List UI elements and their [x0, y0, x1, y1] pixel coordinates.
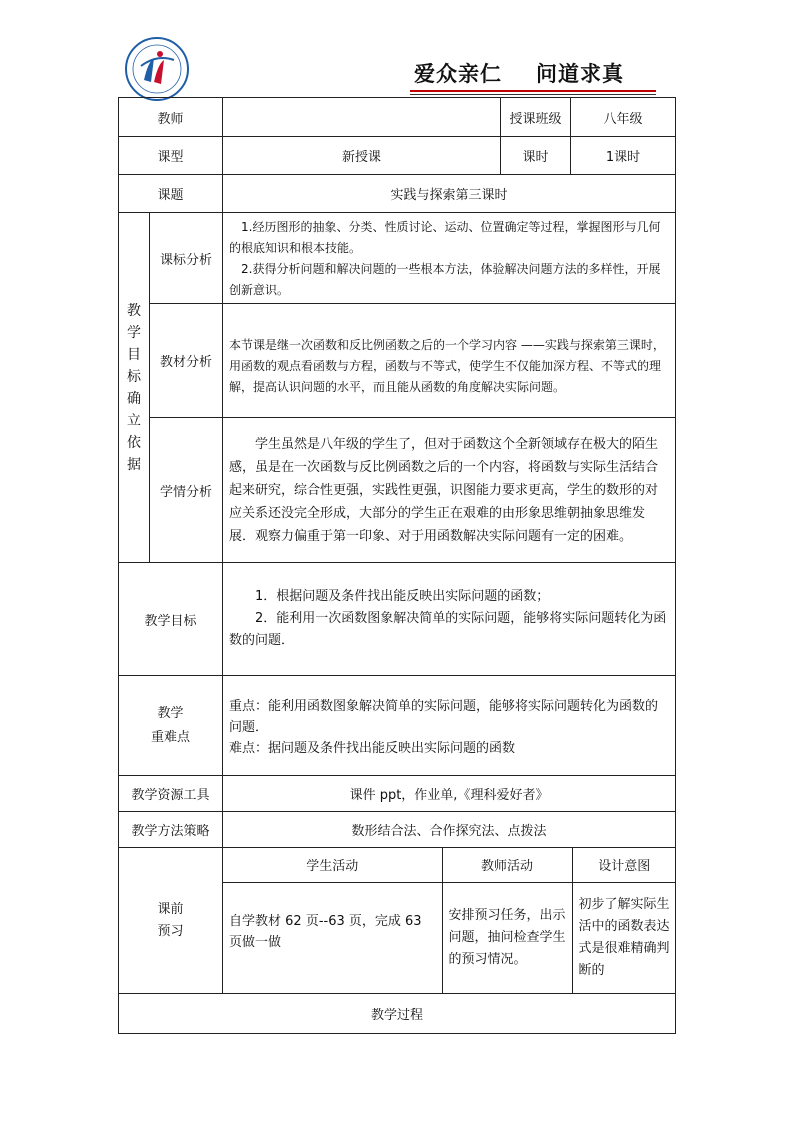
goals-label: 教学目标: [119, 563, 223, 676]
row-topic: [119, 175, 676, 213]
methods-value: 数形结合法、合作探究法、点拨法: [223, 812, 676, 848]
basis-label: [119, 213, 150, 563]
row-preview: [119, 848, 676, 994]
col-student-activity: 学生活动: [223, 848, 442, 882]
material-label: 教材分析: [150, 304, 223, 418]
methods-label: 教学方法策略: [119, 812, 223, 848]
row-standard: [119, 213, 676, 304]
student-label: 学情分析: [150, 418, 223, 563]
teacher-value: [223, 98, 501, 137]
standard-item-1: 1.经历图形的抽象、分类、性质讨论、运动、位置确定等过程，掌握图形与几何的根底知识和根本技能。: [229, 220, 661, 255]
school-motto: [414, 58, 624, 88]
key-point: 重点：能利用函数图象解决简单的实际问题，能够将实际问题转化为函数的问题．: [229, 698, 659, 735]
row-student: [119, 418, 676, 563]
motto-part-1: 爱众亲仁: [414, 61, 502, 86]
class-label: 授课班级: [501, 98, 571, 137]
standard-item-2: 2.获得分析问题和解决问题的一些根本方法，体验解决问题方法的多样性，开展创新意识。: [229, 262, 661, 297]
lesson-plan-table: [118, 97, 676, 1034]
goal-item-1: 1．根据问题及条件找出能反映出实际问题的函数；: [255, 589, 550, 604]
motto-underline-dark: [410, 94, 656, 95]
hours-label: 课时: [501, 137, 571, 175]
difficult-point: 难点：据问题及条件找出能反映出实际问题的函数: [229, 740, 516, 756]
row-teacher: [119, 98, 676, 137]
preview-label: [119, 848, 223, 994]
keypoints-label: [119, 676, 223, 776]
row-type: [119, 137, 676, 175]
motto-underline-red: [410, 90, 656, 92]
standard-text: [223, 213, 676, 304]
row-methods: [119, 812, 676, 848]
topic-value: 实践与探索第三课时: [223, 175, 676, 213]
preview-label-1: 课前: [157, 901, 184, 917]
preview-label-2: 预习: [157, 923, 184, 939]
goal-item-2: 2．能利用一次函数图象解决简单的实际问题，能够将实际问题转化为函数的问题．: [229, 611, 667, 648]
resources-value: 课件 ppt，作业单,《理科爱好者》: [223, 776, 676, 812]
material-text: 本节课是继一次函数和反比例函数之后的一个学习内容 ——实践与探索第三课时，用函数的观点看函数与方程，函数与不等式，使学生不仅能加深方程、不等式的理解，提高认识问题的水平，而且能从函数的角度解决实际问题。: [223, 304, 676, 418]
class-value: 八年级: [571, 98, 676, 137]
preview-activities: [223, 848, 676, 994]
preview-activity-table: [223, 848, 676, 993]
type-label: 课型: [119, 137, 223, 175]
preview-student-activity: 自学教材 62 页--63 页，完成 63 页做一做: [223, 882, 442, 993]
process-label: 教学过程: [119, 994, 676, 1034]
row-process: [119, 994, 676, 1034]
col-design-intent: 设计意图: [572, 848, 676, 882]
preview-teacher-activity: 安排预习任务，出示问题，抽问检查学生的预习情况。: [442, 882, 572, 993]
keypoints-label-1: 教学: [157, 705, 184, 721]
student-text: 学生虽然是八年级的学生了，但对于函数这个全新领域存在极大的陌生感，虽是在一次函数与反比例函数之后的一个内容，将函数与实际生活结合起来研究，综合性更强，实践性更强，识图能力要求更高，学生的数形的对应关系还没完全形成，大部分的学生正在艰难的由形象思维朝抽象思维发展．观察力偏重于第一印象、对于用函数解决实际问题有一定的困难。: [223, 418, 676, 563]
goals-text: [223, 563, 676, 676]
teacher-label: 教师: [119, 98, 223, 137]
keypoints-label-2: 重难点: [151, 729, 191, 745]
hours-value: 1课时: [571, 137, 676, 175]
motto-part-2: 问道求真: [536, 61, 624, 86]
col-teacher-activity: 教师活动: [442, 848, 572, 882]
keypoints-text: [223, 676, 676, 776]
school-logo-icon: [124, 36, 190, 102]
row-resources: [119, 776, 676, 812]
row-keypoints: [119, 676, 676, 776]
basis-label-text: 教学目标确立依据: [127, 302, 141, 473]
row-material: [119, 304, 676, 418]
topic-label: 课题: [119, 175, 223, 213]
type-value: 新授课: [223, 137, 501, 175]
resources-label: 教学资源工具: [119, 776, 223, 812]
row-goals: [119, 563, 676, 676]
standard-label: 课标分析: [150, 213, 223, 304]
preview-design-intent: 初步了解实际生活中的函数表达式是很难精确判断的: [572, 882, 676, 993]
